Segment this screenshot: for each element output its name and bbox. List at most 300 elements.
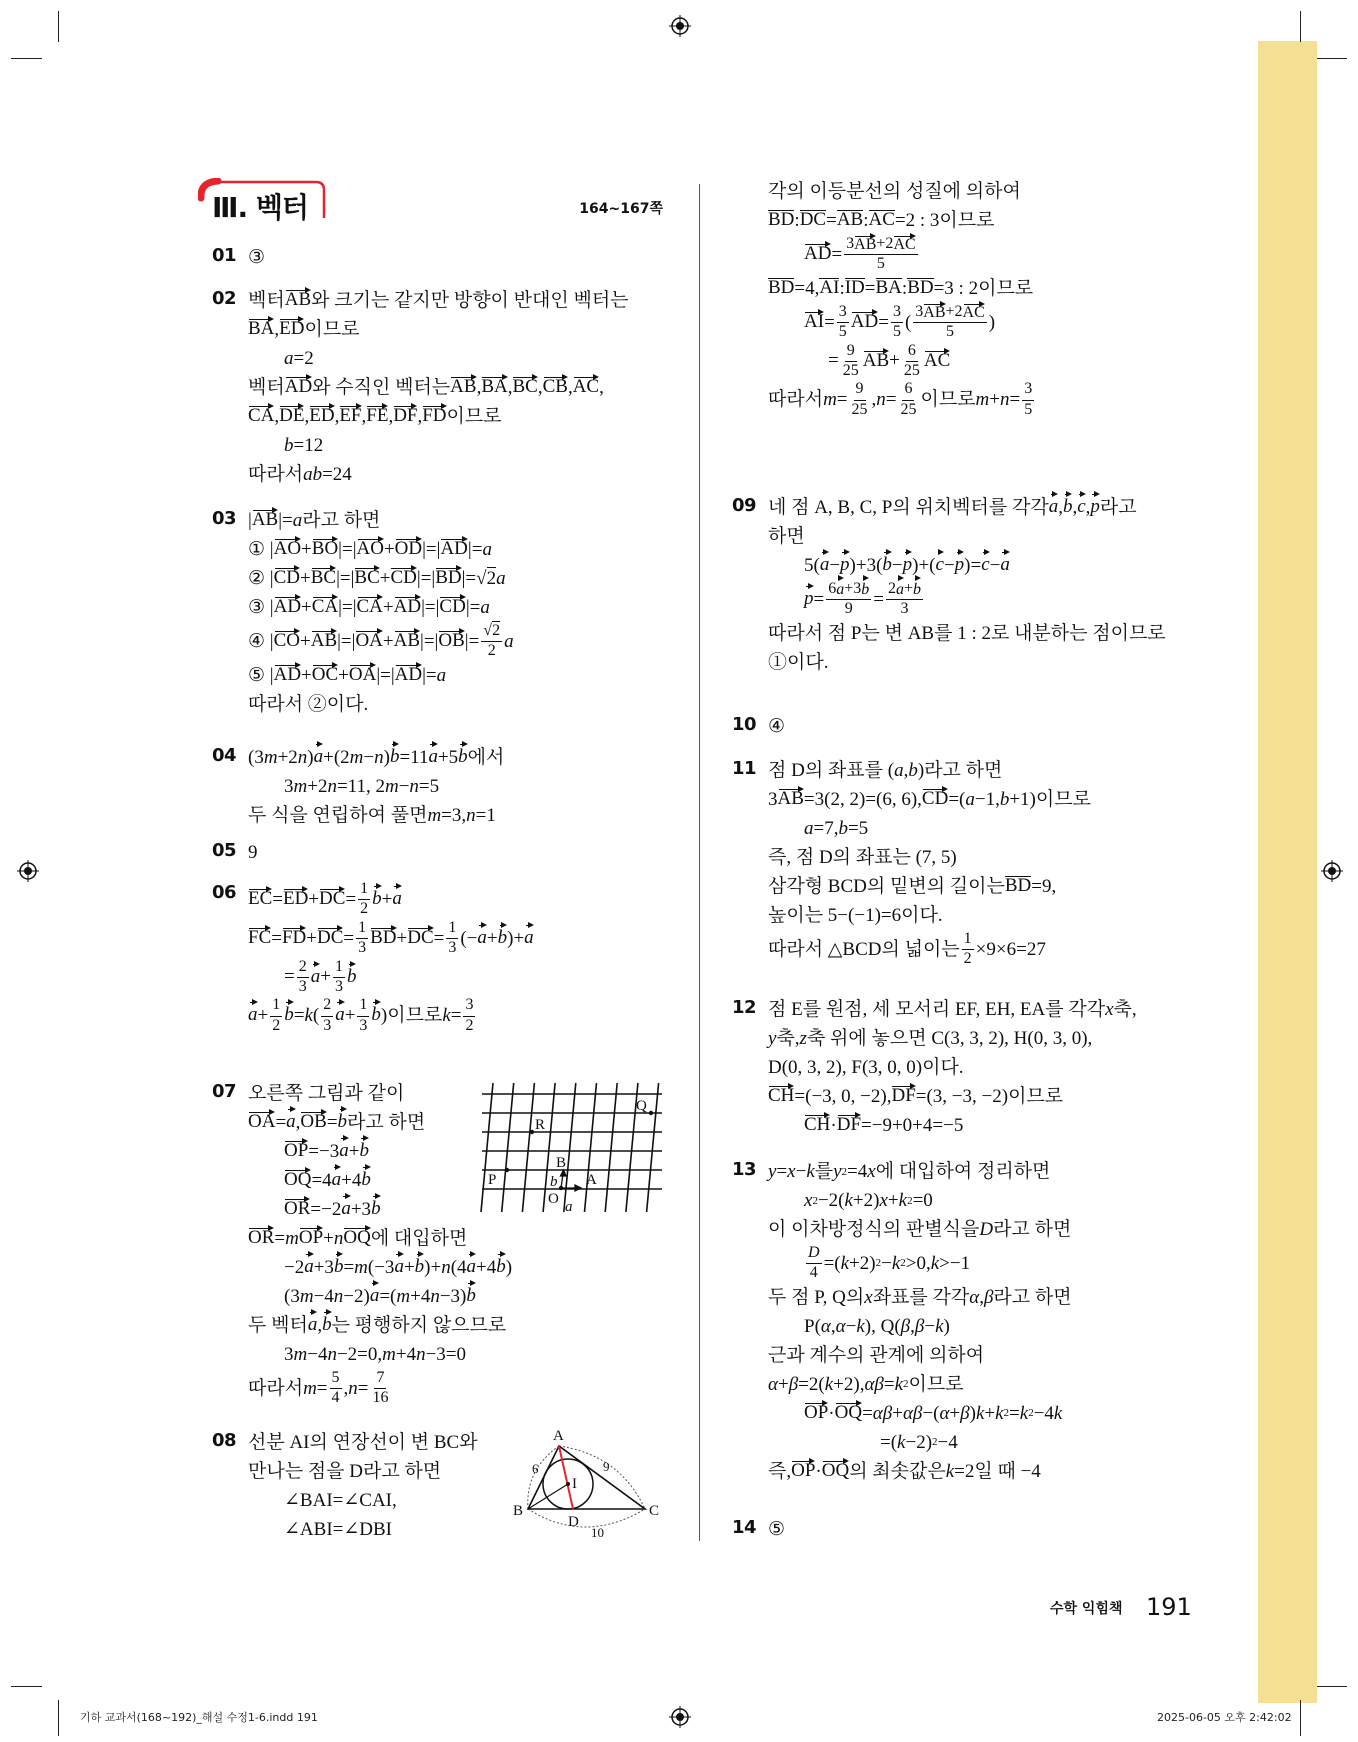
- text-run: =: [873, 588, 884, 610]
- solution-line: [248, 593, 514, 622]
- vector-symbol: b: [337, 1111, 348, 1133]
- math-variable: a: [284, 348, 294, 369]
- vector-symbol: AB: [862, 349, 890, 371]
- label-Q: Q: [636, 1098, 647, 1114]
- text-run: +2: [945, 302, 963, 320]
- text-run: =12: [293, 435, 324, 456]
- text-run: 9: [855, 380, 864, 398]
- text-run: ,: [274, 319, 280, 340]
- text-run: −: [398, 776, 410, 797]
- vector-symbol: DF: [393, 405, 418, 427]
- text-run: |=: [465, 597, 481, 618]
- denominator: [357, 1017, 369, 1035]
- text-run: =: [1009, 389, 1021, 411]
- vector-symbol: AD: [850, 310, 879, 332]
- vector-symbol: a: [310, 965, 321, 987]
- text-run: =: [275, 1112, 287, 1133]
- text-run: 3: [284, 1344, 294, 1365]
- text-run: −4: [313, 1286, 334, 1307]
- math-variable: k: [442, 1005, 451, 1027]
- solution-line: [768, 342, 1036, 381]
- fraction: [370, 1369, 390, 1408]
- math-variable: m: [975, 389, 990, 411]
- text-run: ,: [1085, 497, 1091, 518]
- vector-symbol: OP: [284, 1140, 309, 1162]
- segment-symbol: AC: [868, 209, 895, 231]
- denominator: [463, 1017, 475, 1035]
- numerator: [270, 996, 282, 1016]
- text-run: =24: [322, 464, 352, 485]
- math-variable: n: [430, 1286, 440, 1307]
- label-A: A: [586, 1172, 597, 1188]
- math-variable: m: [263, 747, 278, 768]
- text-run: 3: [915, 302, 924, 320]
- denominator: [875, 255, 887, 273]
- text-run: (4: [450, 1257, 467, 1278]
- math-variable: x: [804, 1190, 813, 1211]
- math-variable: m: [285, 1228, 299, 1249]
- text-run: 는 평행하지 않으므로: [331, 1315, 507, 1336]
- text-run: 3: [892, 302, 901, 320]
- length-AC: 9: [603, 1459, 610, 1474]
- solution-line: [248, 1253, 512, 1282]
- fraction: [1022, 380, 1034, 419]
- vector-symbol: p: [902, 554, 913, 576]
- text-run: 6: [828, 580, 837, 597]
- text-run: =(: [379, 1286, 397, 1307]
- text-run: −: [881, 1252, 892, 1274]
- solution-line: [768, 580, 1166, 619]
- solution-line: [768, 493, 1166, 522]
- solution-line: [248, 402, 629, 431]
- math-variable: k: [935, 1315, 944, 1337]
- text-run: 4: [809, 1264, 818, 1282]
- text-run: 각의 이등분선의 성질에 의하여: [768, 181, 1021, 202]
- math-variable: αβ: [902, 1402, 923, 1424]
- vector-symbol: b: [346, 965, 357, 987]
- numerator: [854, 380, 866, 400]
- math-variable: x: [787, 1161, 796, 1182]
- math-variable: αβ: [864, 1373, 884, 1395]
- math-variable: β: [900, 1315, 911, 1337]
- problem-number: 01: [212, 245, 237, 266]
- text-run: 2: [323, 996, 332, 1014]
- text-run: =: [274, 1228, 286, 1249]
- vector-symbol: AO: [273, 538, 302, 560]
- page-number: 191: [1146, 1593, 1192, 1621]
- text-run: =11, 2: [336, 776, 385, 797]
- text-run: +5: [437, 747, 459, 768]
- solution-lines: [768, 493, 1166, 677]
- vector-symbol: DF: [836, 1114, 862, 1136]
- text-run: =−9+0+4=−5: [861, 1115, 964, 1136]
- vector-symbol: b: [361, 1169, 371, 1191]
- text-run: =: [824, 311, 835, 333]
- length-BC: 10: [591, 1525, 604, 1540]
- text-run: 축,: [1113, 999, 1137, 1020]
- solution-line: [768, 995, 1137, 1024]
- vector-symbol: AO: [356, 538, 384, 560]
- math-variable: m: [354, 1257, 368, 1278]
- grid-line: [605, 1083, 617, 1212]
- math-variable: β: [914, 1315, 925, 1337]
- text-run: ,: [910, 1315, 915, 1337]
- text-run: (: [904, 311, 912, 333]
- text-run: 근과 계수의 관계에 의하여: [768, 1344, 985, 1366]
- text-run: =: [450, 1005, 462, 1027]
- text-run: 2: [360, 900, 369, 918]
- text-run: 25: [903, 361, 920, 379]
- text-run: (3: [284, 1286, 300, 1307]
- vector-symbol: ED: [309, 405, 335, 427]
- text-run: ): [383, 747, 390, 768]
- label-C: C: [649, 1503, 660, 1519]
- vector-symbol: a: [1000, 554, 1010, 576]
- grid-line: [481, 1083, 493, 1212]
- text-run: +4: [410, 1286, 431, 1307]
- vector-symbol: b: [359, 1140, 369, 1162]
- problem-10: [732, 712, 785, 741]
- text-run: |=|: [336, 568, 355, 589]
- solution-line: [768, 206, 1036, 235]
- math-variable: n: [327, 1344, 337, 1365]
- text-run: =2일 때 −4: [954, 1460, 1041, 1482]
- text-run: −2): [905, 1431, 933, 1453]
- solution-lines: [768, 1157, 1072, 1486]
- vector-symbol: OA: [355, 629, 383, 651]
- text-run: =: [272, 888, 283, 910]
- text-run: |: [248, 510, 252, 531]
- vector-symbol: BA: [248, 318, 275, 340]
- vector-symbol: DF: [891, 1085, 916, 1107]
- denominator: [850, 401, 870, 419]
- text-run: (3: [248, 747, 264, 768]
- text-run: +3: [313, 1257, 334, 1278]
- solution-lines: [248, 1079, 512, 1408]
- text-run: ∠BAI=∠CAI,: [284, 1490, 397, 1511]
- fraction: [463, 996, 475, 1035]
- text-run: +2): [849, 1252, 876, 1274]
- text-run: ,: [871, 389, 877, 411]
- vector-symbol: c: [935, 554, 944, 576]
- text-run: ,: [537, 377, 543, 398]
- math-variable: k: [856, 1315, 865, 1337]
- registration-mark-icon: [17, 860, 39, 882]
- text-run: +: [300, 568, 311, 589]
- vector-symbol: ED: [279, 318, 305, 340]
- label-D: D: [568, 1514, 579, 1530]
- vector-grid-figure: [480, 1080, 670, 1220]
- text-run: ① |: [248, 539, 274, 560]
- text-run: 9: [248, 842, 258, 863]
- math-variable: α: [835, 1315, 846, 1337]
- solution-line: [248, 1079, 512, 1108]
- vector-symbol: EF: [339, 405, 362, 427]
- solution-line: [248, 996, 534, 1035]
- grid-line: [585, 1083, 597, 1212]
- math-variable: b: [838, 818, 848, 839]
- text-run: =2(: [798, 1373, 825, 1395]
- text-run: |=|: [338, 597, 357, 618]
- numerator: [806, 1244, 822, 1264]
- math-variable: n: [466, 805, 476, 826]
- text-run: )+(: [912, 555, 936, 576]
- denominator: [962, 950, 974, 968]
- segment-symbol: BA: [875, 276, 902, 298]
- numerator: [357, 996, 369, 1016]
- text-run: −: [795, 1161, 807, 1182]
- column-divider: [699, 184, 700, 1541]
- text-run: +: [382, 630, 394, 652]
- problem-01: [212, 243, 265, 272]
- math-variable: k: [975, 1402, 985, 1424]
- text-run: 높이는 5−(−1)=6이다.: [768, 905, 943, 926]
- vector-symbol: BD: [370, 926, 397, 948]
- text-run: ×9×6=27: [975, 938, 1046, 960]
- text-run: −4: [1033, 1402, 1054, 1424]
- text-run: ② |: [248, 568, 274, 589]
- vector-symbol: a: [524, 926, 534, 948]
- math-variable: y: [768, 1161, 777, 1182]
- vector-symbol: OQ: [834, 1401, 863, 1423]
- text-run: =9,: [1031, 876, 1057, 897]
- segment-symbol: AB: [836, 209, 864, 231]
- solution-line: [248, 919, 534, 958]
- text-run: 5: [892, 323, 901, 341]
- label-I: I: [572, 1476, 577, 1492]
- vector-symbol: OA: [348, 663, 377, 685]
- text-run: 에 대입하면: [370, 1228, 468, 1249]
- text-run: −4: [937, 1431, 958, 1453]
- solution-line: [768, 756, 1091, 785]
- vector-symbol: b: [284, 1004, 294, 1026]
- solution-line: [248, 661, 514, 690]
- text-run: 5: [876, 255, 885, 273]
- numerator: [374, 1369, 386, 1389]
- solution-line: OP · OQ = αβ + αβ −( α + β ) k + k 2 = k 2 −4 k: [768, 1399, 1072, 1428]
- text-run: −4: [307, 1344, 328, 1365]
- math-variable: b: [999, 789, 1010, 810]
- text-run: 25: [842, 361, 859, 379]
- text-run: >−1: [939, 1252, 971, 1274]
- denominator: [297, 978, 309, 996]
- text-run: 25: [851, 400, 868, 418]
- numerator: [356, 919, 368, 939]
- math-variable: k: [897, 1431, 906, 1453]
- text-run: +: [383, 539, 395, 560]
- vector-symbol: a: [335, 1004, 345, 1026]
- vector-symbol: BC: [310, 567, 337, 589]
- math-variable: k: [894, 1373, 904, 1395]
- vector-symbol: DC: [316, 926, 344, 948]
- denominator: [330, 1389, 342, 1407]
- numerator: [446, 919, 458, 939]
- fraction: [891, 303, 903, 342]
- text-run: |=|: [337, 630, 356, 652]
- text-run: 라고 하면: [993, 1286, 1072, 1308]
- text-run: 9: [844, 600, 853, 618]
- solution-line: [248, 772, 504, 801]
- text-run: ): [969, 1402, 976, 1424]
- text-run: 두 점 P, Q의: [768, 1286, 865, 1308]
- solution-line: [248, 622, 514, 661]
- text-run: =3,: [441, 805, 467, 826]
- segment-symbol: BD: [907, 276, 934, 298]
- problem-05: [212, 838, 258, 867]
- vector-symbol: b: [371, 1004, 381, 1026]
- numerator: [844, 235, 918, 255]
- text-run: −1,: [974, 789, 1000, 810]
- label-P: P: [488, 1172, 497, 1188]
- math-variable: n: [333, 1286, 344, 1307]
- square-root: [483, 622, 500, 640]
- text-run: 이므로: [446, 406, 502, 427]
- solution-line: x 2 −2( k +2) x + k 2 =0: [768, 1186, 1072, 1215]
- math-variable: k: [898, 1190, 908, 1211]
- text-run: 2: [298, 957, 307, 975]
- denominator: [891, 323, 903, 341]
- text-run: 네 점 A, B, C, P의 위치벡터를 각각: [768, 497, 1049, 518]
- vector-symbol: a: [331, 1169, 342, 1191]
- solution-line: [768, 872, 1091, 901]
- text-run: ,: [334, 406, 340, 427]
- vector-symbol: p: [954, 554, 965, 576]
- vector-symbol: AB: [284, 289, 312, 311]
- text-run: +: [892, 1402, 903, 1424]
- text-run: 와 크기는 같지만 방향이 반대인 벡터는: [311, 290, 629, 311]
- text-run: 1: [334, 957, 343, 975]
- text-run: +: [889, 350, 900, 372]
- math-variable: k: [1053, 1402, 1063, 1424]
- text-run: 3: [359, 1016, 368, 1034]
- text-run: +2: [277, 747, 298, 768]
- vector-symbol: b: [458, 746, 468, 768]
- solution-line: α + β =2( k +2), αβ = k 2 이므로: [768, 1370, 1072, 1399]
- math-variable: β: [983, 1286, 994, 1308]
- text-run: +: [396, 927, 408, 949]
- solution-line: [768, 1283, 1072, 1312]
- math-variable: a: [894, 760, 904, 781]
- vector-symbol: AD: [394, 663, 423, 685]
- solution-line: [768, 551, 1166, 580]
- vector-symbol: DC: [407, 926, 434, 948]
- text-run: |=|: [416, 568, 436, 589]
- numerator: [826, 580, 871, 600]
- vector-symbol: EC: [248, 887, 273, 909]
- solution-line: [768, 814, 1091, 843]
- problem-08-continued: [732, 177, 1036, 419]
- text-run: |=: [467, 539, 483, 560]
- text-run: 5: [331, 1369, 340, 1386]
- vector-symbol: p: [1090, 496, 1100, 518]
- math-variable: n: [409, 776, 419, 797]
- fraction: [330, 1369, 342, 1408]
- math-variable: b: [284, 435, 294, 456]
- math-variable: ab: [303, 464, 323, 485]
- math-variable: a: [436, 664, 447, 686]
- vector-symbol: OA: [248, 1111, 276, 1133]
- text-run: =: [828, 350, 839, 372]
- chapter-title: Ⅲ. 벡터: [212, 191, 308, 224]
- denominator: [841, 362, 861, 380]
- text-run: (: [312, 1005, 320, 1027]
- fraction: [962, 930, 974, 969]
- text-run: =: [433, 927, 445, 949]
- solution-line: [248, 743, 504, 772]
- vector-symbol: a: [428, 746, 438, 768]
- text-run: −2: [284, 1257, 305, 1278]
- math-variable: k: [806, 1161, 815, 1182]
- solution-line: [248, 1515, 478, 1544]
- text-run: ,: [295, 1112, 301, 1133]
- text-run: |=|: [376, 664, 395, 686]
- text-run: 1: [963, 930, 972, 947]
- solution-line: [248, 1340, 512, 1369]
- math-variable: α: [820, 1315, 831, 1337]
- problem-number: 10: [732, 714, 757, 735]
- text-run: +1)이므로: [1009, 789, 1091, 810]
- problem-number: 12: [732, 997, 757, 1018]
- crop-mark: [1317, 58, 1347, 59]
- denominator: [321, 1017, 333, 1035]
- denominator: [944, 323, 956, 341]
- solution-lines: [768, 177, 1036, 419]
- vector-symbol: AB: [310, 629, 338, 651]
- denominator: [486, 642, 498, 660]
- vector-symbol: b: [913, 580, 921, 598]
- vector-symbol: OP: [791, 1459, 816, 1481]
- text-run: ,: [274, 406, 280, 427]
- text-run: 라고 하면: [302, 510, 381, 531]
- text-run: +4: [341, 1170, 362, 1191]
- text-run: 이므로: [908, 1373, 964, 1395]
- text-run: :: [794, 210, 800, 231]
- text-run: 벡터: [248, 377, 285, 398]
- grid-line: [522, 1083, 534, 1212]
- solution-line: [248, 1457, 478, 1486]
- numerator: [845, 342, 857, 362]
- text-run: 에 대입하여 정리하면: [875, 1161, 1051, 1182]
- text-run: =−2: [310, 1199, 342, 1220]
- math-variable: x: [879, 1190, 888, 1211]
- solution-line: [768, 522, 1166, 551]
- registration-mark-icon: [1321, 860, 1343, 882]
- text-run: =: [1009, 1402, 1020, 1424]
- solution-line: [768, 1312, 1072, 1341]
- text-run: −: [363, 747, 375, 768]
- vector-symbol: FD: [422, 405, 447, 427]
- text-run: 이 이차방정식의 판별식을: [768, 1219, 980, 1240]
- text-run: ,: [1058, 497, 1063, 518]
- math-variable: k: [824, 1373, 834, 1395]
- vector-symbol: FC: [248, 926, 272, 948]
- solution-line: [768, 1515, 785, 1544]
- text-run: =: [776, 1161, 788, 1182]
- text-run: −(: [922, 1402, 940, 1424]
- fraction: [902, 342, 922, 381]
- text-run: =3(2, 2)=(6, 6),: [803, 789, 922, 810]
- text-run: 1: [448, 918, 457, 936]
- solution-line: [248, 1166, 512, 1195]
- text-run: 3: [448, 939, 457, 957]
- radicand: 2: [486, 568, 497, 589]
- math-variable: αβ: [872, 1402, 893, 1424]
- vector-symbol: b: [333, 1256, 344, 1278]
- numerator: [321, 996, 333, 1016]
- text-run: |=: [422, 664, 437, 686]
- text-run: ,: [417, 406, 423, 427]
- math-variable: a: [504, 630, 514, 652]
